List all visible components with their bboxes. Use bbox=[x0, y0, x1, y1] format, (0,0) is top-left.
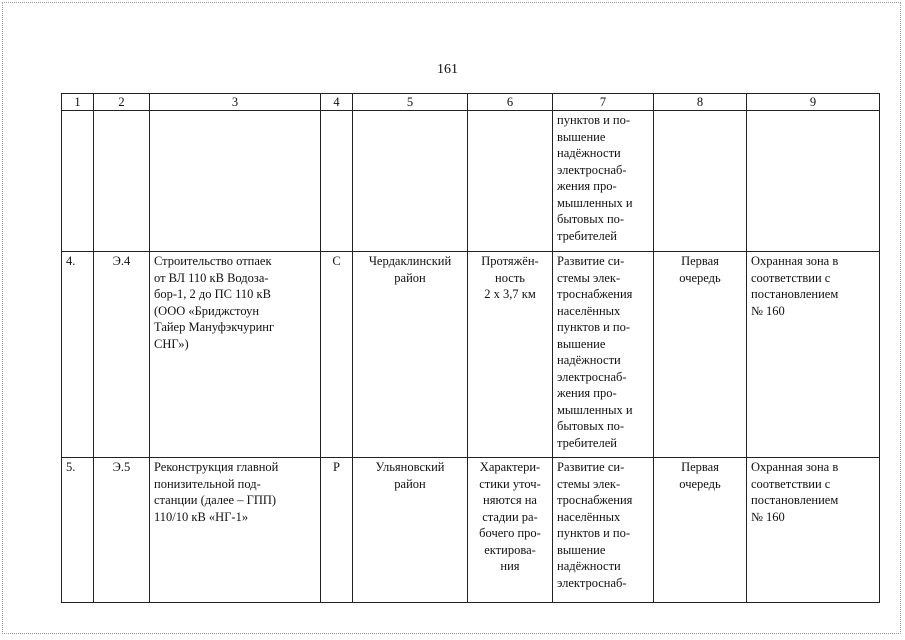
column-header: 6 bbox=[468, 94, 553, 111]
object-name bbox=[150, 111, 321, 252]
object-type: Р bbox=[321, 458, 353, 603]
object-characteristics: Характери- стики уточ- няются на стадии ра- бочего про- ектирова- ния bbox=[468, 458, 553, 603]
infrastructure-table bbox=[61, 93, 880, 603]
header-row bbox=[62, 94, 880, 111]
row-number: 5. bbox=[62, 458, 94, 603]
page-number: 161 bbox=[437, 62, 458, 77]
object-district: Чердаклинский район bbox=[353, 252, 468, 458]
object-purpose: пунктов и по- вышение надёжности электроснаб- жения про- мышленных и бытовых по- требителей bbox=[553, 111, 654, 252]
object-type bbox=[321, 111, 353, 252]
object-name: Реконструкция главной понизительной под- станции (далее – ГПП) 110/10 кВ «НГ-1» bbox=[150, 458, 321, 603]
table-row bbox=[62, 458, 880, 603]
object-code bbox=[94, 111, 150, 252]
object-district bbox=[353, 111, 468, 252]
object-name: Строительство отпаек от ВЛ 110 кВ Водоза- бор-1, 2 до ПС 110 кВ (ООО «Бриджстоун Тайер Мануфэкчуринг СНГ») bbox=[150, 252, 321, 458]
object-zone: Охранная зона в соответствии с постановлением № 160 bbox=[747, 252, 880, 458]
column-header: 8 bbox=[654, 94, 747, 111]
column-header: 3 bbox=[150, 94, 321, 111]
column-header: 1 bbox=[62, 94, 94, 111]
object-characteristics: Протяжён- ность 2 x 3,7 км bbox=[468, 252, 553, 458]
column-header: 2 bbox=[94, 94, 150, 111]
column-header: 7 bbox=[553, 94, 654, 111]
row-number bbox=[62, 111, 94, 252]
column-header: 5 bbox=[353, 94, 468, 111]
object-code: Э.4 bbox=[94, 252, 150, 458]
object-stage: Первая очередь bbox=[654, 252, 747, 458]
row-number: 4. bbox=[62, 252, 94, 458]
object-district: Ульяновский район bbox=[353, 458, 468, 603]
object-purpose: Развитие си- стемы элек- троснабжения населённых пунктов и по- вышение надёжности электроснаб- bbox=[553, 458, 654, 603]
object-purpose: Развитие си- стемы элек- троснабжения населённых пунктов и по- вышение надёжности электроснаб- жения про- мышленных и бытовых по- требителей bbox=[553, 252, 654, 458]
object-stage bbox=[654, 111, 747, 252]
table-row bbox=[62, 252, 880, 458]
column-header: 9 bbox=[747, 94, 880, 111]
object-zone: Охранная зона в соответствии с постановлением № 160 bbox=[747, 458, 880, 603]
object-characteristics bbox=[468, 111, 553, 252]
object-stage: Первая очередь bbox=[654, 458, 747, 603]
object-type: С bbox=[321, 252, 353, 458]
table-row bbox=[62, 111, 880, 252]
object-code: Э.5 bbox=[94, 458, 150, 603]
column-header: 4 bbox=[321, 94, 353, 111]
object-zone bbox=[747, 111, 880, 252]
